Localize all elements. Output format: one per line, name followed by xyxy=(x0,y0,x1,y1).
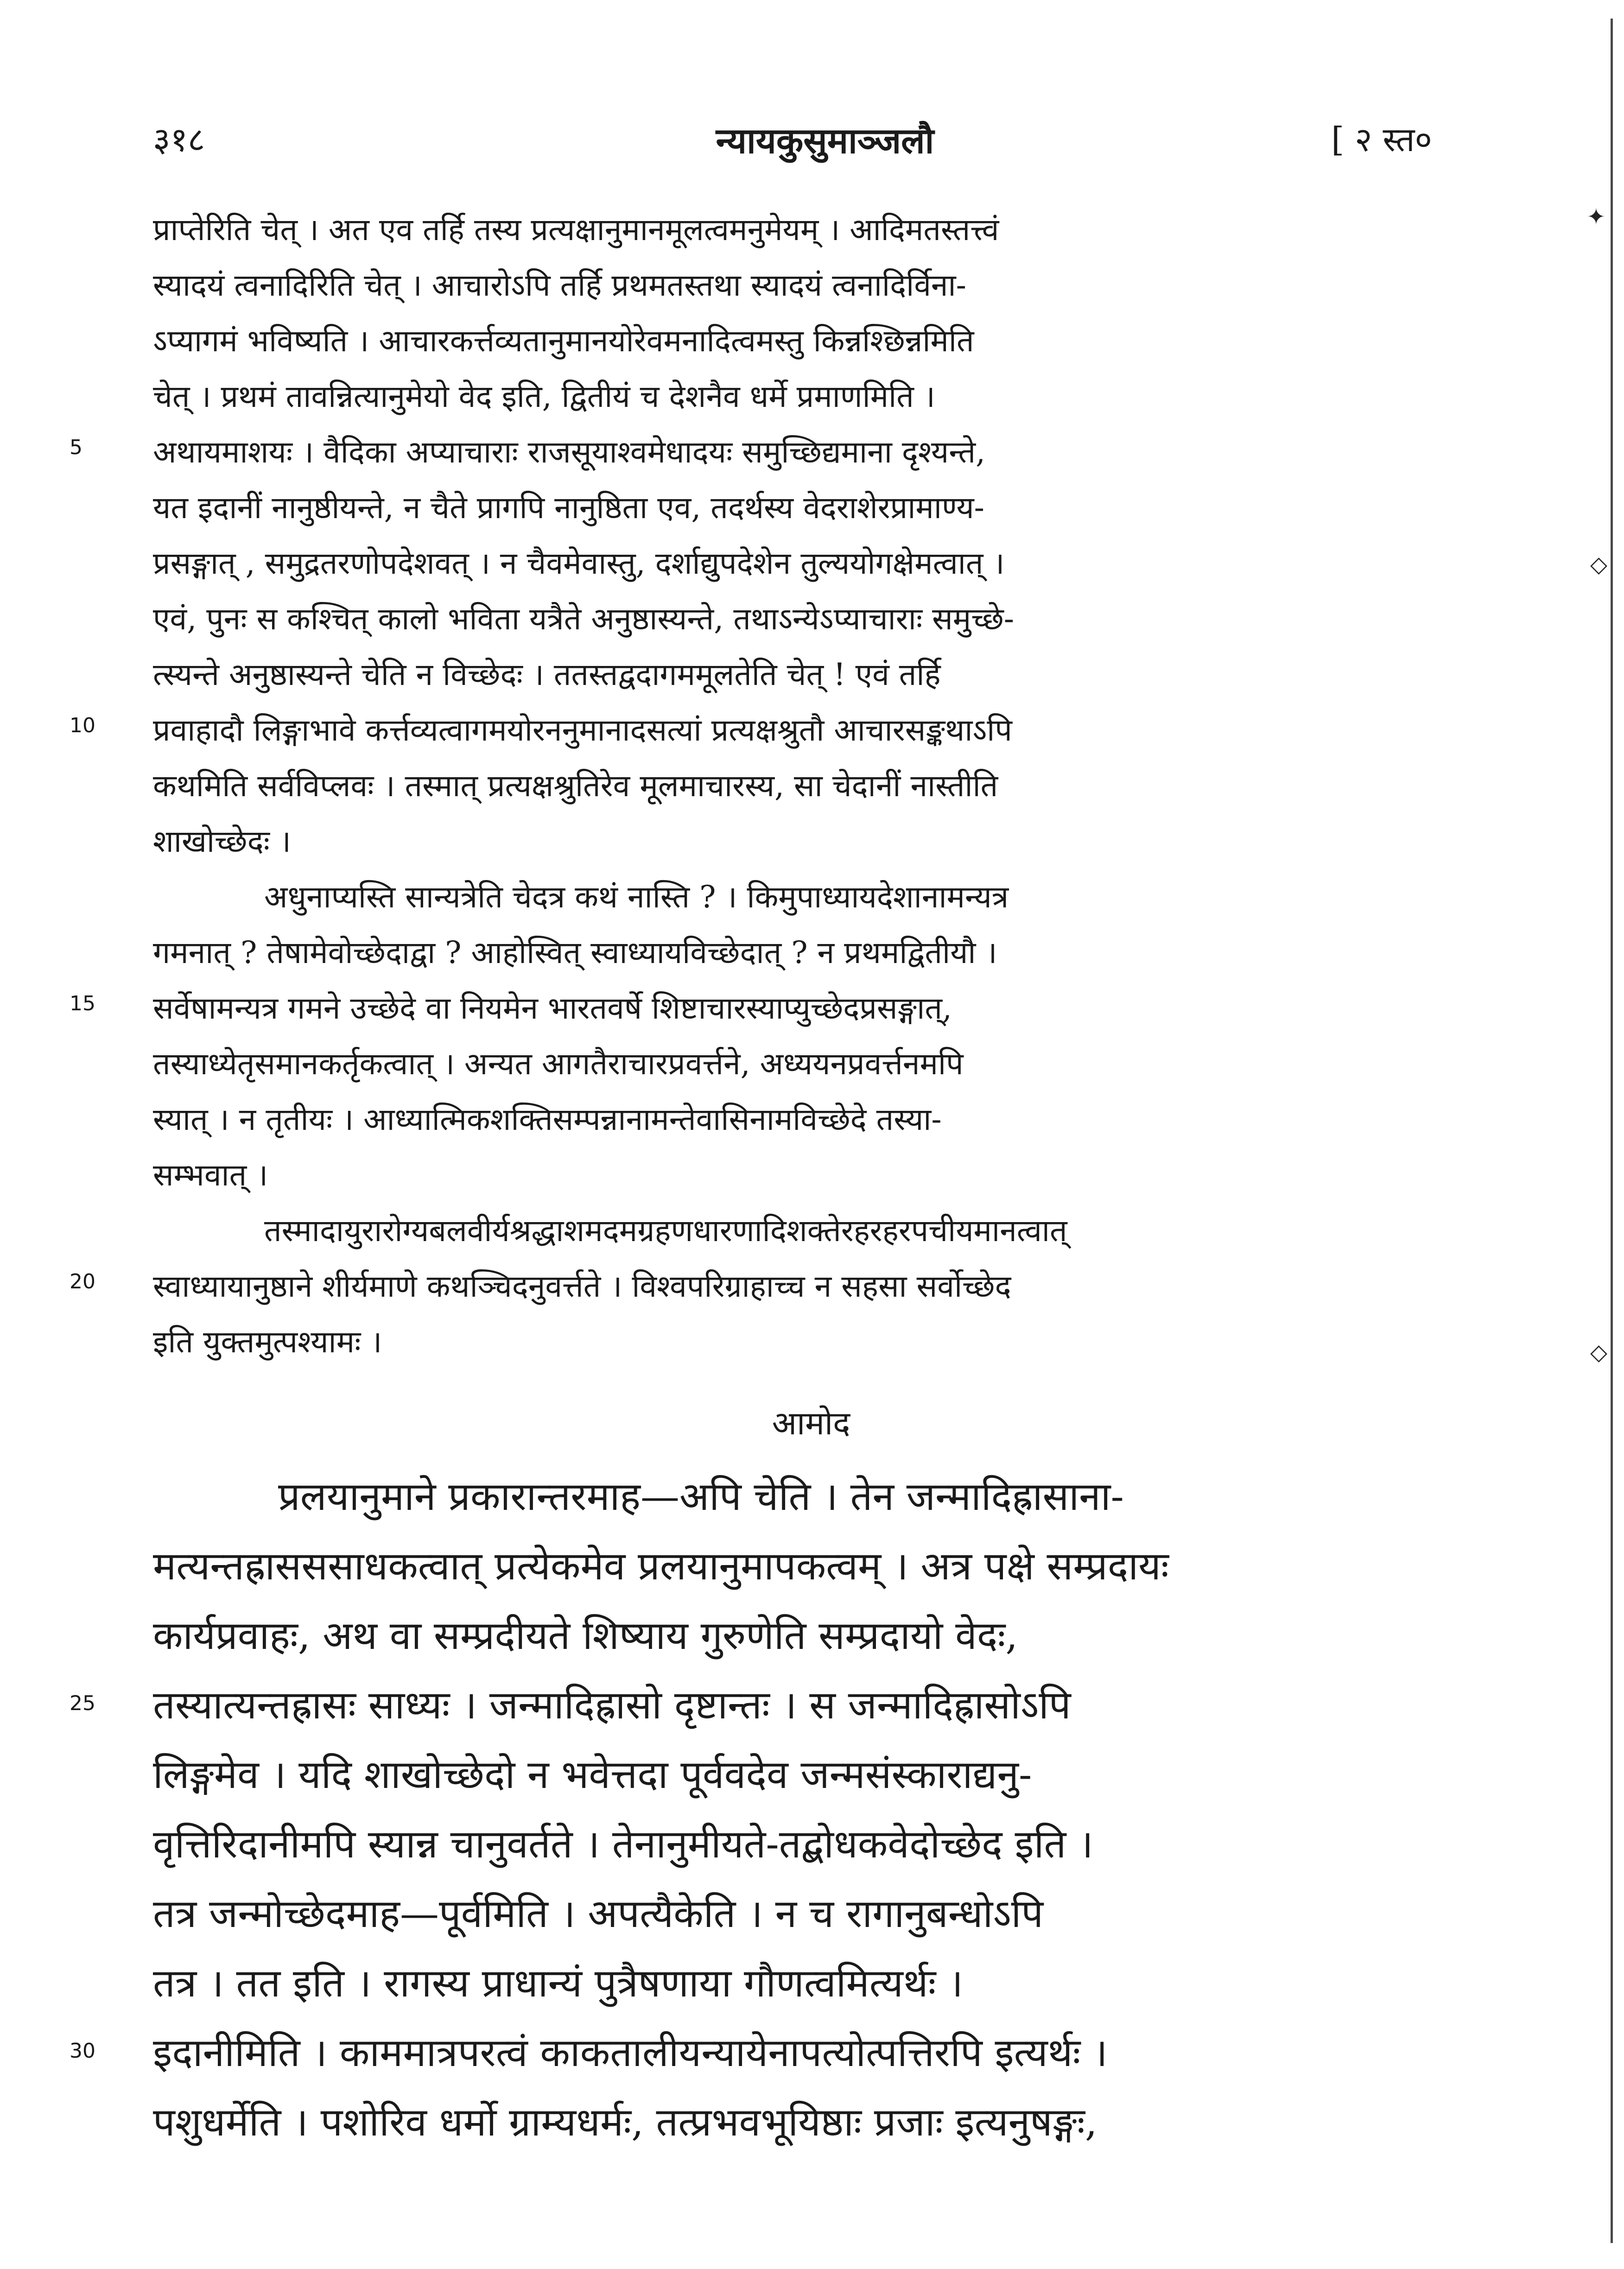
commentary-line: वृत्तिरिदानीमपि स्यान्न चानुवर्तते । तेनानुमीयते-तद्बोधकवेदोच्छेद इति । xyxy=(153,1821,1093,1867)
commentary-heading: आमोद xyxy=(772,1404,850,1442)
page-edge-line xyxy=(1611,19,1613,2243)
text-line: प्राप्तेरिति चेत् । अत एव तर्हि तस्य प्रत्यक्षानुमानमूलत्वमनुमेयम् । आदिमतस्तत्त्वं xyxy=(153,212,999,247)
commentary-line: लिङ्गमेव । यदि शाखोच्छेदो न भवेत्तदा पूर्ववदेव जन्मसंस्काराद्यनु- xyxy=(153,1752,1032,1797)
section-marker: [ २ स्त० xyxy=(1331,120,1432,159)
page-number: ३१८ xyxy=(153,120,205,159)
commentary-line: कार्यप्रवाहः, अथ वा सम्प्रदीयते शिष्याय गुरुणेति सम्प्रदायो वेदः, xyxy=(153,1613,1018,1658)
commentary-line: प्रलयानुमाने प्रकारान्तरमाह—अपि चेति । तेन जन्मादिह्रासाना- xyxy=(278,1474,1124,1519)
text-line: कथमिति सर्वविप्लवः । तस्मात् प्रत्यक्षश्रुतिरेव मूलमाचारस्य, सा चेदानीं नास्तीति xyxy=(153,768,998,804)
text-line: तस्मादायुरारोग्यबलवीर्यश्रद्धाशमदमग्रहणधारणादिशक्तेरहरहरपचीयमानत्वात् xyxy=(264,1213,1067,1249)
running-title: न्यायकुसुमाञ्जलौ xyxy=(716,120,934,161)
line-number: 5 xyxy=(70,436,82,459)
text-line: चेत् । प्रथमं तावन्नित्यानुमेयो वेद इति, द्वितीयं च देशनैव धर्मे प्रमाणमिति । xyxy=(153,379,935,414)
text-line: अधुनाप्यस्ति सान्यत्रेति चेदत्र कथं नास्ति ? । किमुपाध्यायदेशानामन्यत्र xyxy=(264,879,1009,915)
line-number: 10 xyxy=(70,714,95,737)
text-line: इति युक्तमुत्पश्यामः । xyxy=(153,1324,382,1360)
commentary-line: तस्यात्यन्तह्रासः साध्यः । जन्मादिह्रासो दृष्टान्तः । स जन्मादिह्रासोऽपि xyxy=(153,1682,1071,1728)
commentary-line: इदानीमिति । काममात्रपरत्वं काकतालीयन्यायेनापत्योत्पत्तिरपि इत्यर्थः । xyxy=(153,2030,1108,2075)
text-line: यत इदानीं नानुष्ठीयन्ते, न चैते प्रागपि नानुष्ठिता एव, तदर्थस्य वेदराशेरप्रामाण्य- xyxy=(153,490,984,526)
edge-mark-icon: ✦ xyxy=(1586,204,1605,230)
page-header xyxy=(153,116,1432,167)
line-number: 25 xyxy=(70,1692,95,1715)
line-number: 15 xyxy=(70,992,95,1015)
text-line: तस्याध्येतृसमानकर्तृकत्वात् । अन्यत आगतैराचारप्रवर्त्तने, अध्ययनप्रवर्त्तनमपि xyxy=(153,1046,964,1082)
text-line: त्स्यन्ते अनुष्ठास्यन्ते चेति न विच्छेदः । ततस्तद्वदागममूलतेति चेत् ! एवं तर्हि xyxy=(153,657,941,692)
text-line: प्रवाहादौ लिङ्गाभावे कर्त्तव्यत्वागमयोरननुमानादसत्यां प्रत्यक्षश्रुतौ आचारसङ्कथाऽपि xyxy=(153,712,1012,748)
edge-mark-icon: ◇ xyxy=(1590,1339,1607,1365)
text-line: शाखोच्छेदः । xyxy=(153,824,291,859)
text-line: गमनात् ? तेषामेवोच्छेदाद्वा ? आहोस्वित् स्वाध्यायविच्छेदात् ? न प्रथमद्वितीयौ । xyxy=(153,935,997,970)
text-line: स्वाध्यायानुष्ठाने शीर्यमाणे कथञ्चिदनुवर्त्तते । विश्वपरिग्राहाच्च न सहसा सर्वोच्छेद xyxy=(153,1268,1011,1304)
edge-mark-icon: ◇ xyxy=(1590,551,1607,577)
commentary-line: तत्र । तत इति । रागस्य प्राधान्यं पुत्रैषणाया गौणत्वमित्यर्थः । xyxy=(153,1960,964,2006)
line-number: 30 xyxy=(70,2039,95,2063)
text-line: ऽप्यागमं भविष्यति । आचारकर्त्तव्यतानुमानयोरेवमनादित्वमस्तु किन्नश्छिन्नमिति xyxy=(153,323,974,359)
text-line: सम्भवात् । xyxy=(153,1157,268,1193)
commentary-line: तत्र जन्मोच्छेदमाह—पूर्वमिति । अपत्यैकेति । न च रागानुबन्धोऽपि xyxy=(153,1891,1044,1936)
commentary-line: पशुधर्मेति । पशोरिव धर्मो ग्राम्यधर्मः, तत्प्रभवभूयिष्ठाः प्रजाः इत्यनुषङ्गः, xyxy=(153,2099,1097,2145)
line-number: 20 xyxy=(70,1270,95,1293)
text-line: स्यात् । न तृतीयः । आध्यात्मिकशक्तिसम्पन्नानामन्तेवासिनामविच्छेदे तस्या- xyxy=(153,1102,942,1137)
text-line: स्यादयं त्वनादिरिति चेत् । आचारोऽपि तर्हि प्रथमतस्तथा स्यादयं त्वनादिर्विना- xyxy=(153,267,966,303)
commentary-line: मत्यन्तह्रासससाधकत्वात् प्रत्येकमेव प्रलयानुमापकत्वम् । अत्र पक्षे सम्प्रदायः xyxy=(153,1543,1169,1589)
text-line: एवं, पुनः स कश्चित् कालो भविता यत्रैते अनुष्ठास्यन्ते, तथाऽन्येऽप्याचाराः समुच्छे- xyxy=(153,601,1015,637)
text-line: अथायमाशयः । वैदिका अप्याचाराः राजसूयाश्वमेधादयः समुच्छिद्यमाना दृश्यन्ते, xyxy=(153,434,986,470)
text-line: सर्वेषामन्यत्र गमने उच्छेदे वा नियमेन भारतवर्षे शिष्टाचारस्याप्युच्छेदप्रसङ्गात्, xyxy=(153,990,952,1026)
text-line: प्रसङ्गात् , समुद्रतरणोपदेशवत् । न चैवमेवास्तु, दर्शाद्युपदेशेन तुल्ययोगक्षेमत्वात् । xyxy=(153,545,1005,581)
